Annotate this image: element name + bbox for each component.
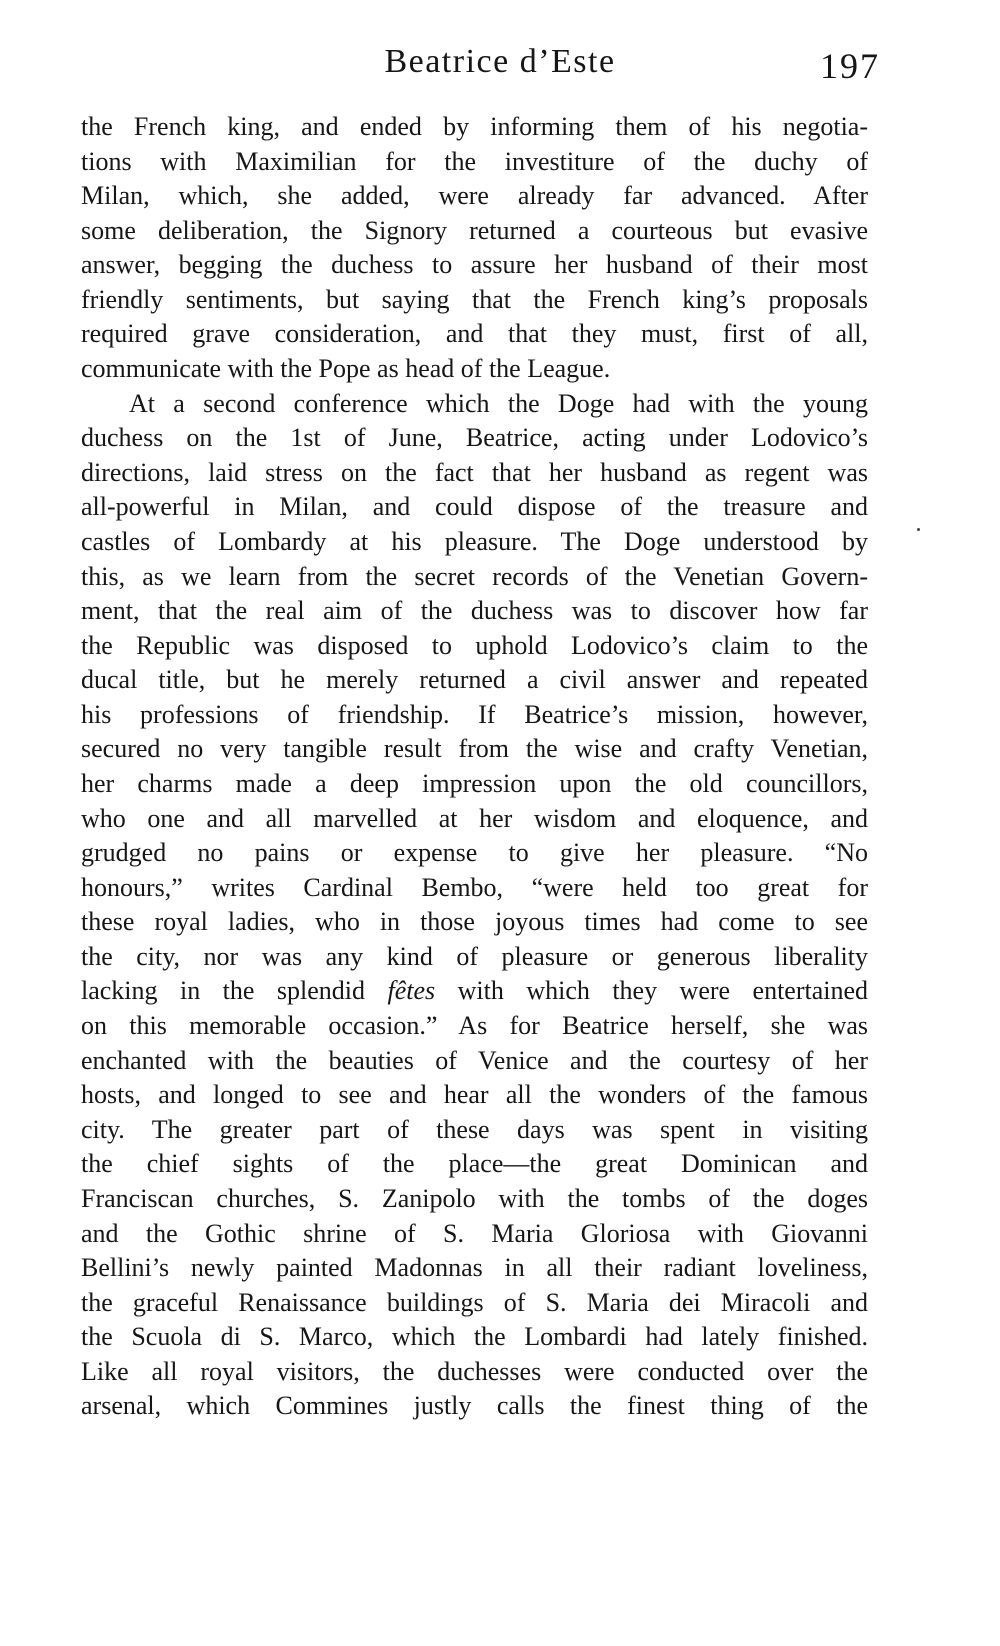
line-head: lacking in the splendid — [81, 976, 366, 1006]
paragraph-start-line: At a second conference which the Doge had with the young — [129, 388, 868, 418]
text-line: grudged no pains or expense to give her pleasure. “No — [81, 838, 868, 868]
text-line: friendly sentiments, but saying that the French king’s proposals — [81, 284, 868, 314]
text-line: the chief sights of the place—the great Dominican and — [81, 1149, 868, 1179]
text-line: answer, begging the duchess to assure her husband of their most — [81, 250, 868, 280]
page-number: 197 — [820, 46, 880, 86]
text-line: the Republic was disposed to uphold Lodovico’s claim to the — [81, 630, 868, 660]
text-line: duchess on the 1st of June, Beatrice, acting under Lodovico’s — [81, 423, 868, 453]
text-line: these royal ladies, who in those joyous times had come to see — [81, 907, 868, 937]
text-line: the city, nor was any kind of pleasure or generous liberality — [81, 941, 868, 971]
text-line: castles of Lombardy at his pleasure. The Doge understood by — [81, 526, 868, 556]
text-line: the Scuola di S. Marco, which the Lombardi had lately finished. — [81, 1322, 868, 1352]
running-title: Beatrice d’Este — [384, 43, 616, 80]
text-line: Bellini’s newly painted Madonnas in all their radiant loveliness, — [81, 1253, 868, 1283]
line-tail: with which they were entertained — [457, 976, 868, 1006]
text-line: enchanted with the beauties of Venice and the courtesy of her — [81, 1045, 868, 1075]
text-line: secured no very tangible result from the wise and crafty Venetian, — [81, 734, 868, 764]
text-line: all-powerful in Milan, and could dispose of the treasure and — [81, 492, 868, 522]
text-line: the French king, and ended by informing them of his negotia- — [81, 112, 868, 141]
scan-speck — [917, 528, 920, 531]
text-line: her charms made a deep impression upon the old councillors, — [81, 768, 868, 798]
text-line: on this memorable occasion.” As for Beatrice herself, she was — [81, 1011, 868, 1041]
italic-word: fêtes — [387, 976, 436, 1006]
text-line: tions with Maximilian for the investiture of the duchy of — [81, 146, 868, 176]
body-text — [81, 110, 868, 1424]
text-line: required grave consideration, and that they must, first of all, — [81, 319, 868, 349]
text-line: the graceful Renaissance buildings of S. Maria dei Miracoli and — [81, 1287, 868, 1317]
text-line: Milan, which, she added, were already far advanced. After — [81, 181, 868, 211]
paragraph-end-line: communicate with the Pope as head of the League. — [81, 354, 611, 384]
text-line: his professions of friendship. If Beatrice’s mission, however, — [81, 699, 868, 729]
text-line: ducal title, but he merely returned a civil answer and repeated — [81, 665, 868, 695]
text-line: Like all royal visitors, the duchesses were conducted over the — [81, 1356, 868, 1386]
text-line: this, as we learn from the secret records of the Venetian Govern- — [81, 561, 868, 591]
text-line: Franciscan churches, S. Zanipolo with the tombs of the doges — [81, 1183, 868, 1213]
text-line: city. The greater part of these days was spent in visiting — [81, 1114, 868, 1144]
text-line: arsenal, which Commines justly calls the finest thing of the — [81, 1391, 868, 1421]
text-line: some deliberation, the Signory returned a courteous but evasive — [81, 215, 868, 245]
text-line: honours,” writes Cardinal Bembo, “were held too great for — [81, 872, 868, 902]
text-line: ment, that the real aim of the duchess was to discover how far — [81, 596, 868, 626]
text-line: hosts, and longed to see and hear all the wonders of the famous — [81, 1080, 868, 1110]
text-line: who one and all marvelled at her wisdom and eloquence, and — [81, 803, 868, 833]
text-line: directions, laid stress on the fact that her husband as regent was — [81, 457, 868, 487]
text-line-with-italic — [81, 974, 868, 1009]
text-line: and the Gothic shrine of S. Maria Gloriosa with Giovanni — [81, 1218, 868, 1248]
